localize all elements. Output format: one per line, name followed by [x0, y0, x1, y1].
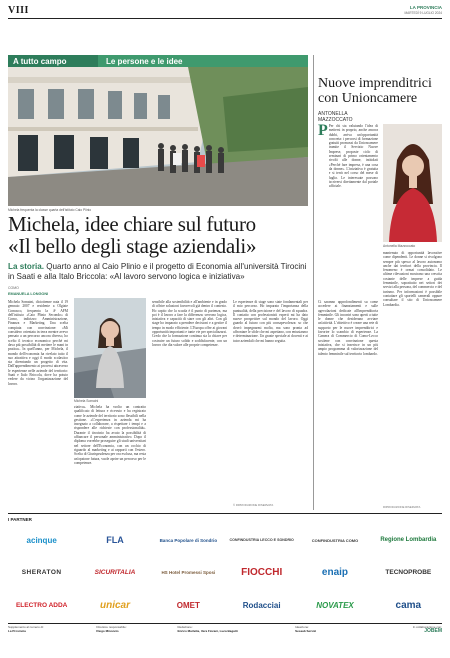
partner-logo-enaip[interactable]: enaip	[321, 567, 349, 579]
footer-col-4	[295, 626, 361, 650]
footer-col-2	[96, 626, 169, 650]
kicker: La storia.	[8, 262, 44, 271]
portrait-photo	[74, 298, 146, 398]
partner-logo-confindustria-lecco[interactable]: CONFINDUSTRIA LECCO E SONDRIO	[229, 538, 294, 543]
partner-logo-unicar[interactable]: unicar	[99, 600, 130, 612]
footer-col-1	[8, 626, 88, 650]
footer-collaboration-label: In collaborazione con:	[412, 625, 443, 629]
partner-logo-acinque[interactable]: acinque	[26, 535, 57, 545]
header-rule	[8, 18, 442, 19]
column-divider	[313, 55, 314, 510]
article-column-1: Michela Somaini, diciottenne nata il 19 gennaio 2007 e residente a Olgiate Comasco, frequenta la 4ª AFM dell'istituto «Caio Plinio Secondo» di Como, indirizzo Amministrazione, Finanza e Marketing. Una scelta compiuta con convinzione: «Mi considero orientata in terra mentre avevo pensato a un percorso ancora diverso, ho scelto il tecnico economico perché mi dava più possibilità di mettere le mani in pratica». In quell'anno, per Michela, il mondo dell'economia ha rivelato tutto il suo attrattiva e oggi il modo scolastico sta diventando un progetto di vita. Dall'apprendimento ai processi attraverso le esperienze nelle aziende del territorio: Saati e Italo Briccola, dove ha potuto vedere da vicino l'organizzazione del lavoro.	[8, 300, 68, 386]
place: COMO	[8, 286, 19, 290]
page-header	[8, 5, 442, 17]
section-left: A tutto campo	[8, 55, 98, 67]
side-author-first: ANTONELLA	[318, 111, 348, 117]
partners-heading: I PARTNER	[8, 517, 32, 522]
author-portrait-image	[383, 124, 442, 242]
side-photo-caption: Antonella Mazzoccato	[383, 244, 416, 248]
issue-date: MARTEDÌ 9 LUGLIO 2024	[404, 11, 442, 15]
article-column-2: ziativa». Michela ha svolto un contratto qualificato di lettura e ricevuto e ha registrato come le aziende del territorio sono flessibili nella gestione. «L'esperienza in azienda mi ha insegnato a collaborare, a rispettare i tempi e a rispondere alle richieste con professionalità». Durante il tirocinio ha avuto la possibilità di affiancare il personale amministrativo. Dopo il diploma vorrebbe proseguire gli studi universitari nel settore dell'Economia, con un occhio di riguardo al marketing e ai rapporti con l'estero. Scelta di Giurisprudenza per ora esclusa, ma resta un'opzione futura, vuole aprire un percorso per le competenze.	[74, 405, 146, 465]
footer-rule	[8, 623, 442, 624]
section-right: Le persone e le idee	[98, 55, 308, 67]
newspaper-name: LA PROVINCIA	[409, 5, 442, 10]
partner-logo-confindustria-como[interactable]: CONFINDUSTRIA COMO	[311, 537, 359, 543]
side-signature: RIPRODUZIONE RISERVATA	[383, 505, 421, 509]
footer-label-supplement: Supplemento al numero di:	[8, 625, 44, 629]
photo-caption: Michela frequenta la classe quarta dell'istituto Caio Plinio	[8, 208, 92, 212]
partners-rule	[8, 513, 442, 514]
partner-logo-fla[interactable]: FLA	[106, 535, 124, 546]
partner-logo-rodacciai[interactable]: Rodacciai	[242, 601, 281, 611]
subhead	[8, 262, 308, 282]
subhead-text: Quarto anno al Caio Plinio e il progetto di Economia all'università Tirocini in Saati e alla Italo Briccola: «Al lavoro servono logica e iniziativa»	[8, 262, 307, 281]
side-title-line-1: Nuove imprenditrici	[318, 76, 432, 91]
partner-logo-electro-adda[interactable]: ELECTRO ADDA	[15, 602, 68, 610]
headline-line-1: Michela, idee chiare sul futuro	[8, 212, 256, 236]
footer-label-director: Direttore responsabile:	[96, 625, 127, 629]
section-bar	[8, 55, 308, 67]
article-column-4: Le esperienze di stage sono state fondamentali per il mio percorso. Ho imparato l'importanza della puntualità, della precisione e del lavoro di squadra. Il contatto con professionisti esperti mi ha dato nuove prospettive sul mondo del lavoro. Oggi guardo al futuro con più consapevolezza: so che dovrò impegnarmi molto, ma sono pronta ad affrontare le sfide che mi aspettano, con entusiasmo e determinazione. Un grazie speciale ai docenti e ai tutor aziendali che mi hanno seguita.	[233, 300, 308, 343]
footer-collaboration-logo: JOBEM	[424, 627, 443, 634]
footer-col-3	[178, 626, 288, 650]
footer-col-5	[369, 626, 442, 650]
side-author-last: MAZZOCCATO	[318, 117, 353, 123]
byline: EMANUELA LONGONI	[8, 292, 49, 296]
partner-logo-regione-lombardia[interactable]: Regione Lombardia	[380, 537, 437, 544]
partners-grid	[8, 526, 442, 620]
footer-value-supplement: La Provincia	[8, 628, 26, 633]
side-title-line-2: con Unioncamere	[318, 91, 418, 106]
footer	[8, 626, 442, 650]
portrait-caption: Michela Somaini	[74, 399, 99, 403]
partner-logo-banca-popolare-sondrio[interactable]: Banca Popolare di Sondrio	[159, 537, 218, 543]
side-body-2: Ci saranno approfondimenti su come accedere ai finanziamenti e sulle agevolazioni dedicate all'imprenditoria femminile. Gli incontri sono aperti a tutte le donne che desiderano avviare un'attività. L'obiettivo è creare una rete di supporto per le nuove imprenditrici e favorire lo scambio di esperienze. La Camera di Commercio di Como-Lecco sostiene con convinzione questa iniziativa, che si inserisce in un più ampio programma di valorizzazione del talento femminile sul territorio lombardo.	[318, 300, 378, 356]
partner-logo-hotel-promessi-sposi[interactable]: HS Hotel Promessi Sposi	[161, 570, 216, 576]
side-byline	[318, 111, 353, 123]
footer-label-editorial: Redazione:	[177, 625, 193, 629]
partner-logo-omet[interactable]: OMET	[176, 601, 200, 611]
footer-value-director: Diego Minonzio	[96, 628, 119, 633]
partner-logo-sheraton[interactable]: SHERATON	[21, 569, 62, 577]
side-portrait	[383, 124, 442, 242]
side-body-1: Per chi sta valutando l'idea di mettersi in proprio, anche ancora dubbi, arriva un'opportunità concreta: i percorsi di formazione gratuiti promossi da Unioncamere tramite il Servizio Nuove Imprese, proposte ciclo di seminari di primo orientamento rivolti alle donne, intitolati «Perché fare impresa, è una cosa da donne». L'iniziativa è gratuita e si terrà nel corso del mese di luglio. Le interessate possono iscriversi direttamente dal portale ufficiale.	[328, 124, 378, 189]
footer-label-ideation: Ideazione:	[295, 625, 309, 629]
partner-logo-cama[interactable]: cama	[395, 600, 422, 612]
partner-logo-tecnoprobe[interactable]: TECNOPROBE	[385, 569, 432, 577]
school-building-image	[8, 67, 308, 206]
side-body-3: mantenuto di opportunità lavorative come dipendenti. Le donne si rivolgono sempre più spesso al lavoro autonomo anche dai territori della provincia. Il fenomeno è ormai consolidato. Le ultime rilevazioni mostrano una crescita costante delle imprese a guida femminile, soprattutto nei settori dei servizi alla persona, del commercio e del turismo. Per informazioni è possibile contattare gli sportelli camerali oppure consultare il sito di Unioncamere Lombardia.	[383, 251, 442, 307]
headline-line-2: «Il bello degli stage aziendali»	[8, 234, 257, 258]
article-column-3: sensibile alla sostenibilità e all'ambiente e in grado di offrire soluzioni favorevoli già dentro il contesto. Ho capito che la scuola è il punto di partenza, ma poi è il lavoro a fare la differenza: servono logica, iniziativa e capacità di stare con gli altri. Con gli stage ho imparato a prendere decisioni e a gestire il tempo in modo efficiente. L'Europa offre ai giovani opportunità importanti e tante vie per specializzarsi. Credo che la formazione continua sia la chiave per costruire un futuro solido e soddisfacente, con un lavoro che dia valore alle proprie competenze.	[152, 300, 227, 347]
footer-value-ideation: Sesaab Servizi	[295, 628, 317, 633]
main-photo	[8, 67, 308, 206]
drop-cap: P	[318, 124, 328, 139]
copyright-note: © RIPRODUZIONE RISERVATA	[233, 503, 274, 507]
student-portrait-image	[74, 298, 146, 398]
partner-logo-sicuritalia[interactable]: SICURITALIA	[94, 569, 136, 577]
page-number: VIII	[8, 5, 29, 16]
partner-logo-fiocchi[interactable]: FIOCCHI	[241, 567, 283, 579]
side-title	[318, 76, 442, 106]
partner-logo-novatex[interactable]: NOVATEX	[316, 601, 354, 611]
headline	[8, 213, 308, 257]
footer-value-editorial: Enrico Marletta, Vera Fiorani, Luca Bagatti	[177, 628, 238, 633]
